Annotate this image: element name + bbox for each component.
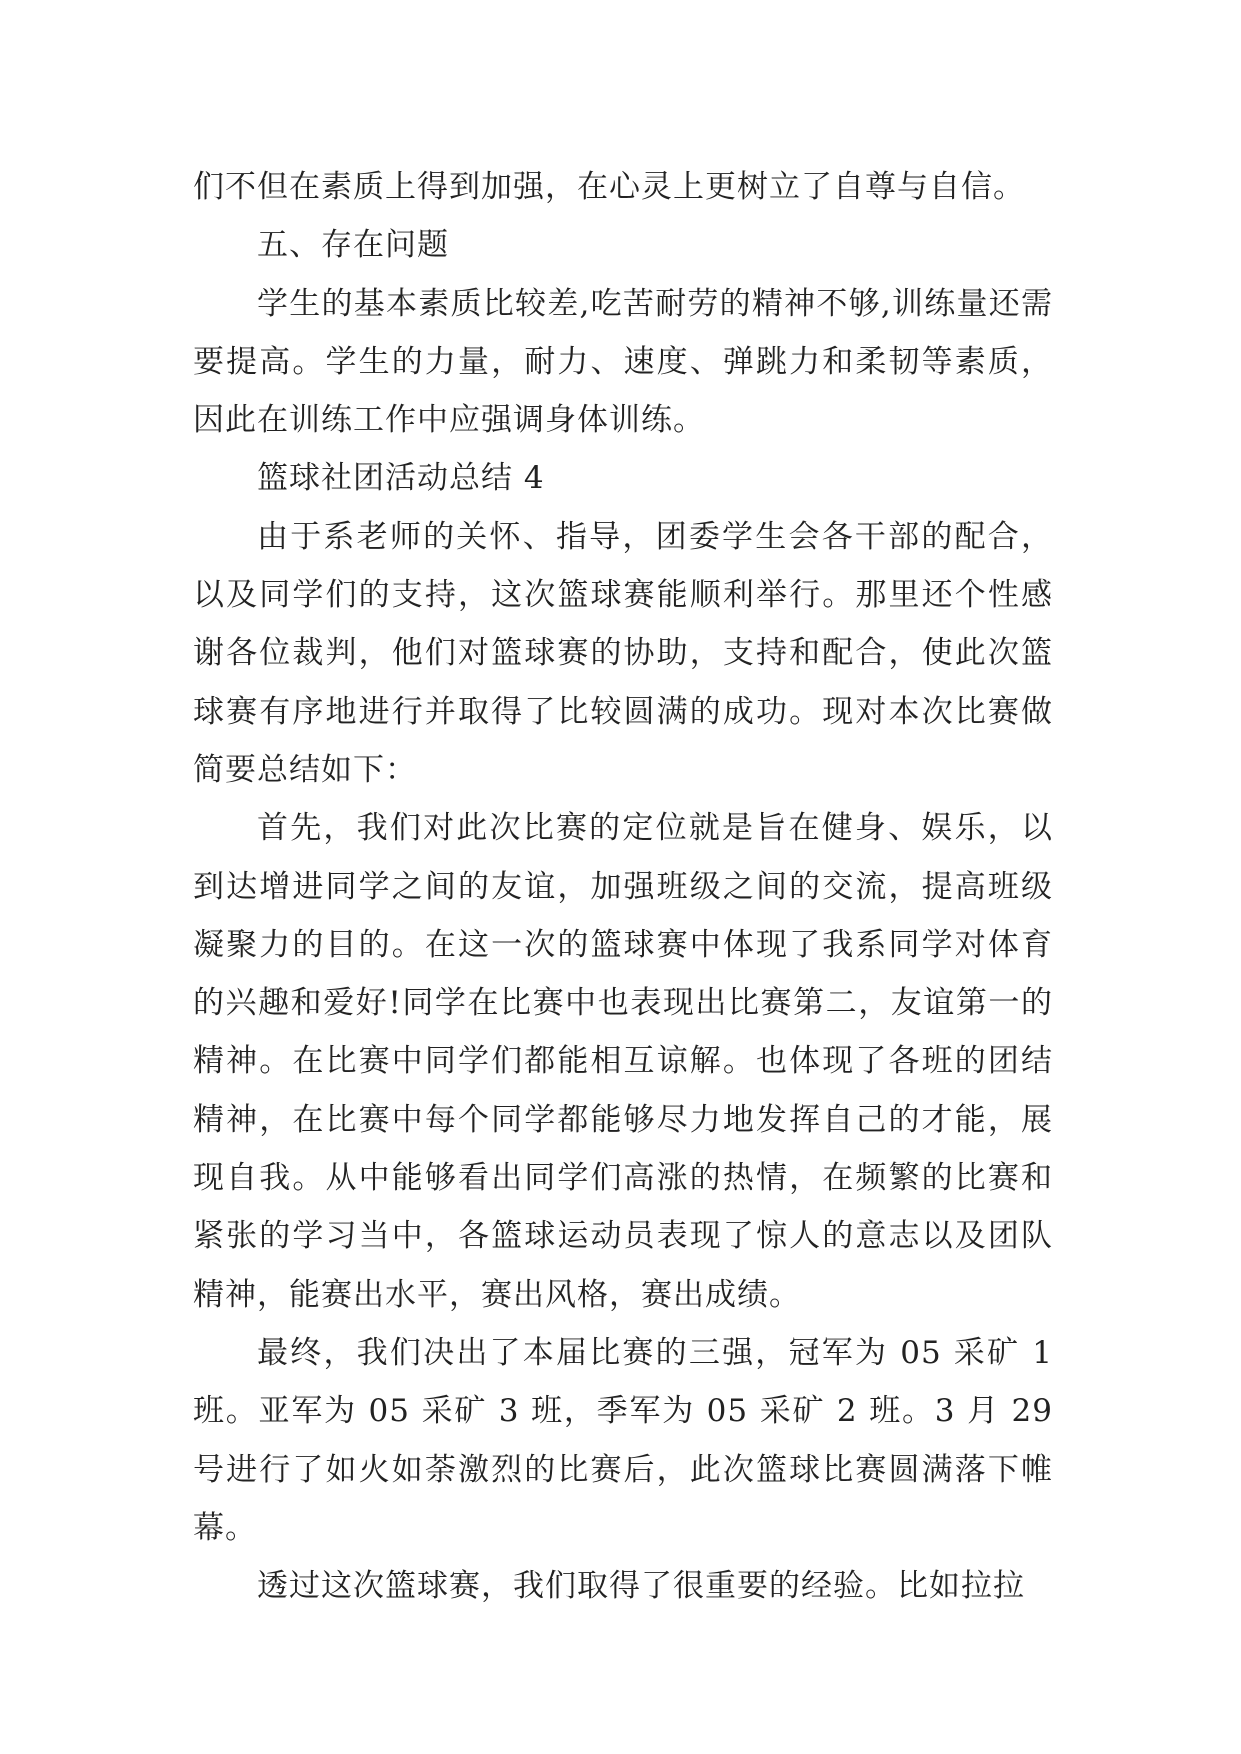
section-heading-summary-4: 篮球社团活动总结 4 xyxy=(257,460,545,497)
paragraph-thanks: 由于系老师的关怀、指导，团委学生会各干部的配合，以及同学们的支持，这次篮球赛能顺利举行。那里还个性感谢各位裁判，他们对篮球赛的协助，支持和配合，使此次篮球赛有序地进行并取得了比较圆满的成功。现对本次比赛做简要总结如下： xyxy=(193,518,1053,788)
paragraph-purpose: 首先，我们对此次比赛的定位就是旨在健身、娱乐，以到达增进同学之间的友谊，加强班级之间的交流，提高班级凝聚力的目的。在这一次的篮球赛中体现了我系同学对体育的兴趣和爱好!同学在比赛中也表现出比赛第二，友谊第一的精神。在比赛中同学们都能相互谅解。也体现了各班的团结精神，在比赛中每个同学都能够尽力地发挥自己的才能，展现自我。从中能够看出同学们高涨的热情，在频繁的比赛和紧张的学习当中，各篮球运动员表现了惊人的意志以及团队精神，能赛出水平，赛出风格，赛出成绩。 xyxy=(193,810,1053,1313)
document-body xyxy=(193,158,1053,1615)
paragraph-experience: 透过这次篮球赛，我们取得了很重要的经验。比如拉拉 xyxy=(257,1568,1025,1605)
section-heading-problems: 五、存在问题 xyxy=(257,227,449,264)
paragraph-problems: 学生的基本素质比较差,吃苦耐劳的精神不够,训练量还需要提高。学生的力量，耐力、速度、弹跳力和柔韧等素质，因此在训练工作中应强调身体训练。 xyxy=(193,285,1053,439)
paragraph-continuation: 们不但在素质上得到加强，在心灵上更树立了自尊与自信。 xyxy=(193,169,1025,205)
paragraph-results: 最终，我们决出了本届比赛的三强，冠军为 05 采矿 1 班。亚军为 05 采矿 3 班，季军为 05 采矿 2 班。3 月 29 号进行了如火如荼激烈的比赛后，此次篮球比赛圆满落下帷幕。 xyxy=(193,1334,1053,1546)
